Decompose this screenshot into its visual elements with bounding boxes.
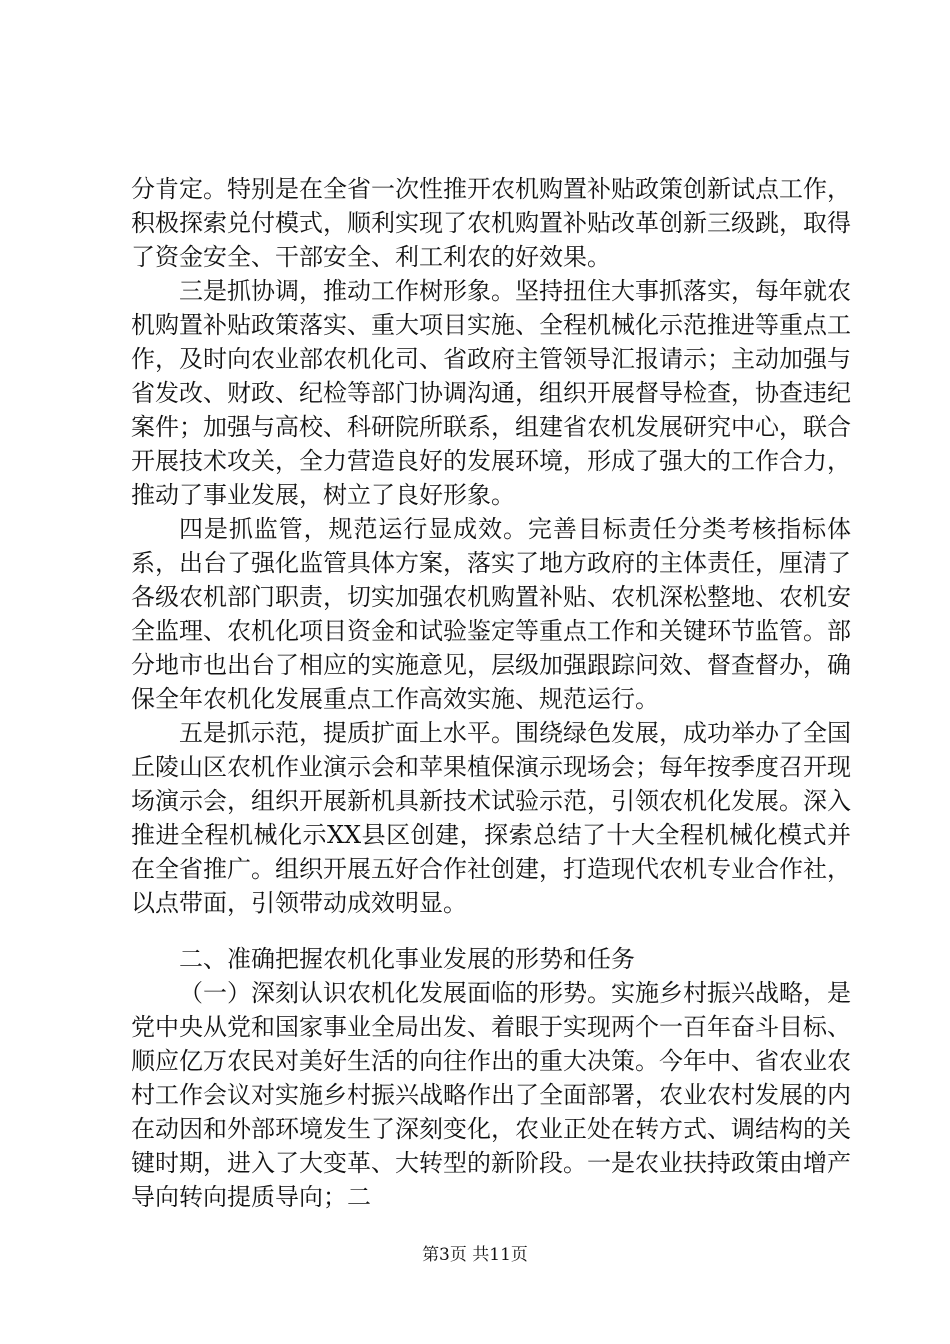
paragraph-demonstration: 五是抓示范，提质扩面上水平。围绕绿色发展，成功举办了全国丘陵山区农机作业演示会和苹果植保演示现场会；每年按季度召开现场演示会，组织开展新机具新技术试验示范，引领农机化发展。深入推进全程机械化示XX县区创建，探索总结了十大全程机械化模式并在全省推广。组织开展五好合作社创建，打造现代农机专业合作社，以点带面，引领带动成效明显。 <box>131 719 851 917</box>
paragraph-coordination: 三是抓协调，推动工作树形象。坚持扭住大事抓落实，每年就农机购置补贴政策落实、重大项目实施、全程机械化示范推进等重点工作，及时向农业部农机化司、省政府主管领导汇报请示；主动加强与省发改、财政、纪检等部门协调沟通，组织开展督导检查，协查违纪案件；加强与高校、科研院所联系，组建省农机发展研究中心，联合开展技术攻关，全力营造良好的发展环境，形成了强大的工作合力，推动了事业发展，树立了良好形象。 <box>131 277 851 509</box>
section-heading: 二、准确把握农机化事业发展的形势和任务 <box>179 945 635 973</box>
document-body <box>131 172 851 1214</box>
paragraph-situation: （一）深刻认识农机化发展面临的形势。实施乡村振兴战略，是党中央从党和国家事业全局出发、着眼于实现两个一百年奋斗目标、顺应亿万农民对美好生活的向往作出的重大决策。今年中、省农业农村工作会议对实施乡村振兴战略作出了全面部署，农业农村发展的内在动因和外部环境发生了深刻变化，农业正处在转方式、调结构的关键时期，进入了大变革、大转型的新阶段。一是农业扶持政策由增产导向转向提质导向；二 <box>131 979 851 1211</box>
page-footer: 第3页 共11页 <box>422 1245 528 1265</box>
paragraph-supervision: 四是抓监管，规范运行显成效。完善目标责任分类考核指标体系，出台了强化监管具体方案，落实了地方政府的主体责任，厘清了各级农机部门职责，切实加强农机购置补贴、农机深松整地、农机安全监理、农机化项目资金和试验鉴定等重点工作和关键环节监管。部分地市也出台了相应的实施意见，层级加强跟踪问效、督查督办，确保全年农机化发展重点工作高效实施、规范运行。 <box>131 515 851 713</box>
paragraph-continuation: 分肯定。特别是在全省一次性推开农机购置补贴政策创新试点工作，积极探索兑付模式，顺利实现了农机购置补贴改革创新三级跳，取得了资金安全、干部安全、利工利农的好效果。 <box>131 175 851 271</box>
